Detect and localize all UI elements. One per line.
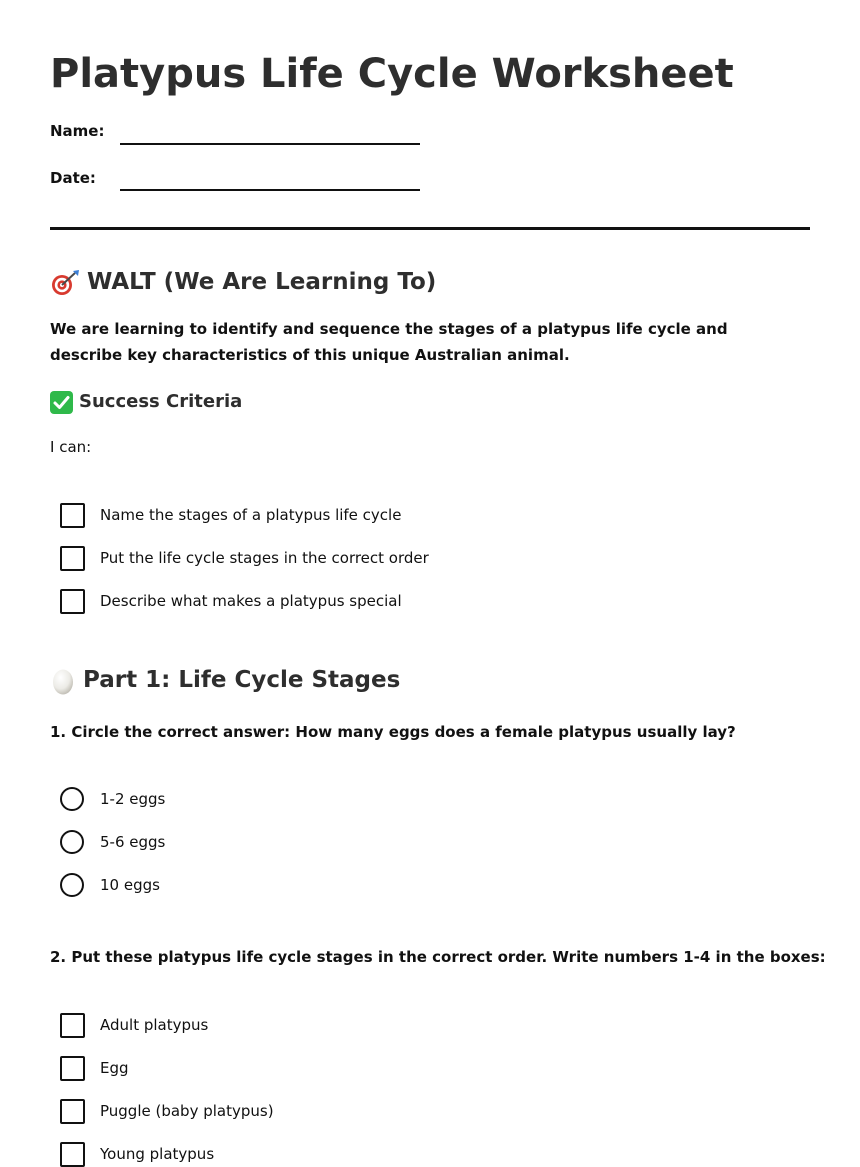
part1-heading: [50, 665, 400, 695]
stage-item: [60, 1055, 129, 1081]
success-checkbox[interactable]: [60, 503, 85, 528]
success-item: [60, 545, 429, 571]
answer-radio[interactable]: [60, 830, 84, 854]
stage-label: Egg: [100, 1059, 129, 1077]
name-label: Name:: [50, 122, 105, 140]
page-title: Platypus Life Cycle Worksheet: [50, 51, 734, 97]
stage-item: [60, 1098, 274, 1124]
success-criteria-heading: [50, 390, 242, 414]
answer-radio[interactable]: [60, 873, 84, 897]
success-intro: I can:: [50, 438, 92, 456]
stage-label: Young platypus: [100, 1145, 215, 1163]
stage-order-box[interactable]: [60, 1056, 85, 1081]
egg-icon: [50, 667, 76, 693]
header-divider: [50, 227, 810, 230]
answer-option-label: 1-2 eggs: [100, 790, 166, 808]
stage-order-box[interactable]: [60, 1013, 85, 1038]
success-checkbox[interactable]: [60, 589, 85, 614]
answer-option: [60, 786, 165, 812]
walt-heading: [50, 267, 436, 297]
stage-label: Adult platypus: [100, 1016, 209, 1034]
answer-option-label: 5-6 eggs: [100, 833, 166, 851]
stage-order-box[interactable]: [60, 1142, 85, 1167]
success-criteria-heading-text: Success Criteria: [79, 391, 243, 412]
stage-item: [60, 1012, 208, 1038]
part1-heading-text: Part 1: Life Cycle Stages: [83, 667, 401, 693]
success-item-label: Name the stages of a platypus life cycle: [100, 506, 402, 524]
walt-heading-text: WALT (We Are Learning To): [87, 269, 437, 295]
target-dart-icon: [50, 269, 80, 295]
answer-option: [60, 829, 165, 855]
stage-item: [60, 1141, 214, 1167]
worksheet-page: [50, 0, 826, 1163]
stage-label: Puggle (baby platypus): [100, 1102, 274, 1120]
success-item: [60, 588, 402, 614]
date-label: Date:: [50, 169, 96, 187]
success-item-label: Put the life cycle stages in the correct order: [100, 549, 429, 567]
answer-option: [60, 872, 160, 898]
date-field[interactable]: [120, 189, 420, 191]
check-mark-icon: [50, 391, 73, 414]
success-item: [60, 502, 401, 528]
name-field[interactable]: [120, 143, 420, 145]
answer-option-label: 10 eggs: [100, 876, 160, 894]
walt-statement: We are learning to identify and sequence the stages of a platypus life cycle and describe key characteristics of this unique Australian animal.: [50, 320, 728, 364]
success-item-label: Describe what makes a platypus special: [100, 592, 402, 610]
question-2: 2. Put these platypus life cycle stages in the correct order. Write numbers 1-4 in the boxes:: [50, 948, 826, 966]
stage-order-box[interactable]: [60, 1099, 85, 1124]
answer-radio[interactable]: [60, 787, 84, 811]
success-checkbox[interactable]: [60, 546, 85, 571]
question-1: 1. Circle the correct answer: How many eggs does a female platypus usually lay?: [50, 723, 736, 741]
